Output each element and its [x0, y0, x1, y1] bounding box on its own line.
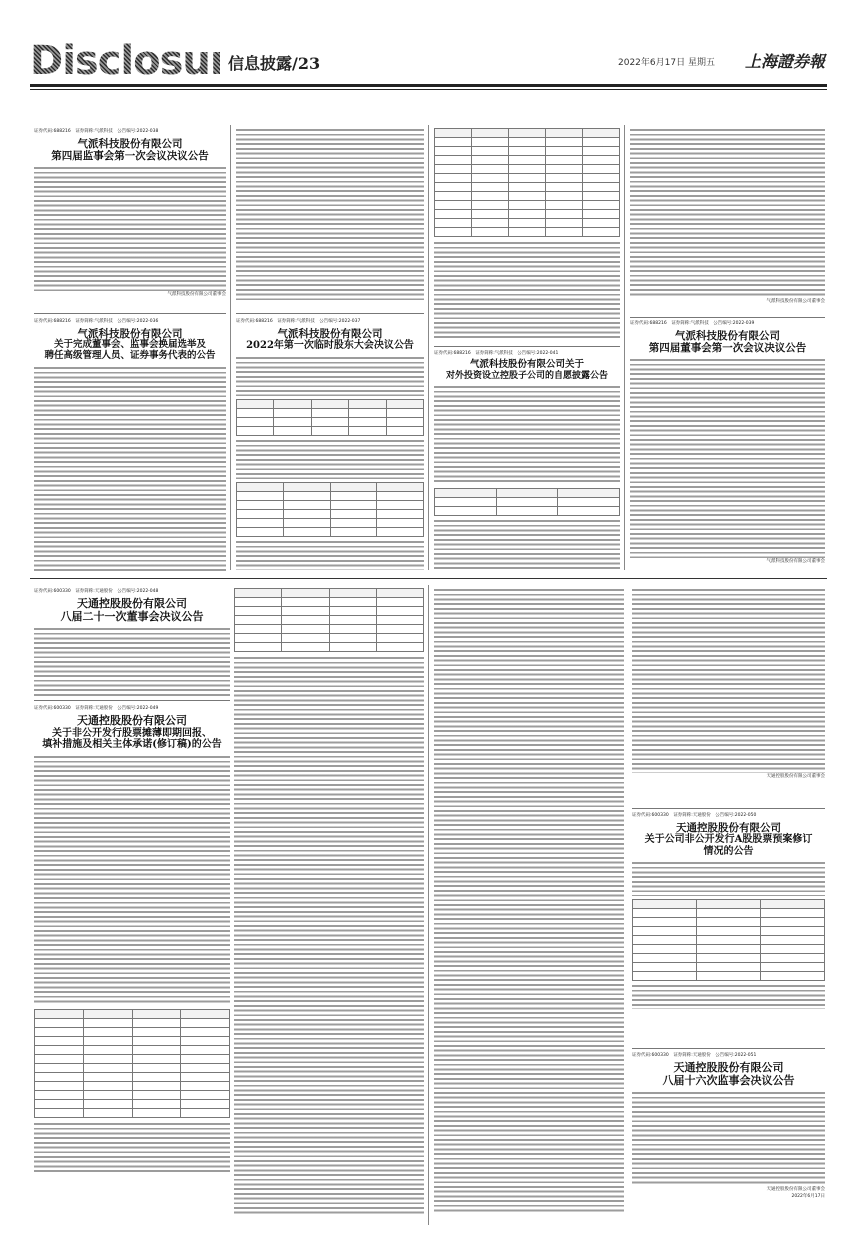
notice-board-election	[34, 318, 226, 573]
notice-tiantong-supervisory-meeting	[632, 1052, 825, 1222]
notice-signature: 天通控股股份有限公司董事会	[766, 1187, 825, 1193]
notice-dilution-remedy	[34, 705, 230, 1220]
notice-title: 天通控股股份有限公司	[77, 714, 187, 727]
notice-body	[34, 1122, 230, 1172]
notice-body	[34, 755, 230, 1005]
notice-code: 证券代码:600330 证券简称:天通股份 公告编号:2022-048	[34, 589, 159, 594]
notice-shareholders-meeting	[236, 318, 424, 573]
notice-divider	[630, 317, 825, 318]
notice-code: 证券代码:688216 证券简称:气派科技 公告编号:2022-038	[34, 129, 159, 134]
notice-supervisory-meeting	[34, 128, 226, 308]
notice-body	[434, 385, 620, 485]
notice-code: 证券代码:600330 证券简称:天通股份 公告编号:2022-049	[34, 706, 159, 711]
notice-title: 气派科技股份有限公司	[675, 330, 780, 342]
masthead	[30, 38, 827, 84]
notice-continued-text	[632, 588, 825, 803]
newspaper-name: 上海證券報	[745, 52, 826, 71]
notice-body	[632, 984, 825, 1009]
notice-title: 气派科技股份有限公司	[277, 328, 383, 340]
notice-divider	[34, 313, 226, 314]
notice-body	[234, 656, 424, 1216]
notice-signature: 气派科技股份有限公司董事会	[766, 559, 825, 565]
notice-signature: 天通控股股份有限公司董事会	[766, 774, 825, 779]
notice-code: 证券代码:688216 证券简称:气派科技 公告编号:2022-039	[630, 321, 755, 326]
financial-impact-table	[234, 588, 424, 652]
notice-divider	[632, 808, 825, 809]
notice-body	[632, 861, 825, 896]
notice-body	[434, 588, 624, 1213]
notice-body	[632, 1091, 825, 1186]
notice-signature: 气派科技股份有限公司董事会	[167, 292, 226, 298]
notice-body	[434, 241, 620, 341]
notice-body	[34, 627, 230, 696]
notice-title: 气派科技股份有限公司关于	[469, 359, 584, 370]
notice-continued-text	[236, 128, 424, 308]
notice-date: 2022年6月17日	[791, 1194, 825, 1200]
notice-code: 证券代码:600330 证券简称:天通股份 公告编号:2022-050	[632, 813, 757, 818]
notice-body	[434, 519, 620, 572]
notice-code: 证券代码:688216 证券简称:气派科技 公告编号:2022-041	[434, 351, 559, 356]
notice-title: 第四届监事会第一次会议决议公告	[51, 150, 209, 163]
masthead-rule-thin	[30, 89, 827, 90]
notice-continued-table	[434, 128, 620, 343]
revision-table	[632, 899, 825, 981]
notice-code: 证券代码:688216 证券简称:气派科技 公告编号:2022-037	[236, 319, 361, 324]
column-divider	[428, 125, 429, 570]
notice-body	[236, 128, 424, 303]
notice-tiantong-board-meeting	[34, 588, 230, 696]
notice-body	[630, 128, 825, 298]
notice-body	[34, 166, 226, 291]
notice-title: 天通控股股份有限公司	[77, 597, 187, 610]
notice-divider	[632, 1048, 825, 1049]
notice-divider	[434, 346, 620, 347]
notice-title: 第四届董事会第一次会议决议公告	[648, 342, 807, 355]
notice-title: 关于非公开发行股票摊薄即期回报、	[52, 727, 212, 739]
notice-code: 证券代码:688216 证券简称:气派科技 公告编号:2022-036	[34, 319, 159, 324]
notice-signature: 气派科技股份有限公司董事会	[766, 299, 825, 304]
notice-title: 八届二十一次董事会决议公告	[60, 609, 204, 623]
notice-title: 关于完成董事会、监事会换届选举及	[53, 339, 206, 351]
notice-continued-text	[630, 128, 825, 313]
financial-impact-table	[34, 1009, 230, 1118]
notice-body	[34, 366, 226, 571]
data-table	[434, 128, 620, 237]
notice-title: 2022年第一次临时股东大会决议公告	[246, 340, 414, 352]
notice-title: 天通控股股份有限公司	[676, 822, 781, 834]
notice-title: 对外投资设立控股子公司的自愿披露公告	[445, 370, 608, 381]
notice-title: 关于公司非公开发行A股股票预案修订	[644, 834, 813, 846]
issue-date: 2022年6月17日 星期五	[618, 58, 715, 68]
notice-divider	[236, 313, 424, 314]
notice-code: 证券代码:600330 证券简称:天通股份 公告编号:2022-051	[632, 1053, 757, 1058]
notice-title: 情况的公告	[703, 845, 754, 857]
section-title: 信息披露/23	[228, 54, 321, 73]
notice-body	[236, 356, 424, 396]
notice-body	[632, 588, 825, 773]
column-divider	[428, 585, 429, 1225]
notice-title: 八届十六次监事会决议公告	[662, 1073, 795, 1087]
notice-continued-text	[434, 588, 624, 1220]
brand-logo: Disclosure	[30, 38, 255, 84]
notice-divider	[34, 700, 230, 701]
column-divider	[230, 125, 231, 570]
notice-continued-table	[234, 588, 424, 1220]
voting-table	[236, 482, 424, 537]
notice-body	[630, 358, 825, 558]
shareholding-table	[434, 488, 620, 516]
notice-title: 聘任高级管理人员、证券事务代表的公告	[44, 349, 216, 361]
masthead-rule	[30, 84, 827, 87]
notice-body	[236, 540, 424, 570]
notice-body	[236, 439, 424, 479]
column-divider	[624, 125, 625, 570]
notice-investment	[434, 350, 620, 572]
notice-title: 气派科技股份有限公司	[77, 138, 183, 150]
notice-title: 填补措施及相关主体承诺(修订稿)的公告	[42, 739, 222, 751]
notice-plan-revision	[632, 812, 825, 1044]
notice-board-meeting	[630, 320, 825, 572]
notice-title: 天通控股股份有限公司	[673, 1061, 784, 1074]
voting-table	[236, 399, 424, 436]
notice-title: 气派科技股份有限公司	[77, 328, 183, 340]
section-divider	[30, 578, 827, 579]
